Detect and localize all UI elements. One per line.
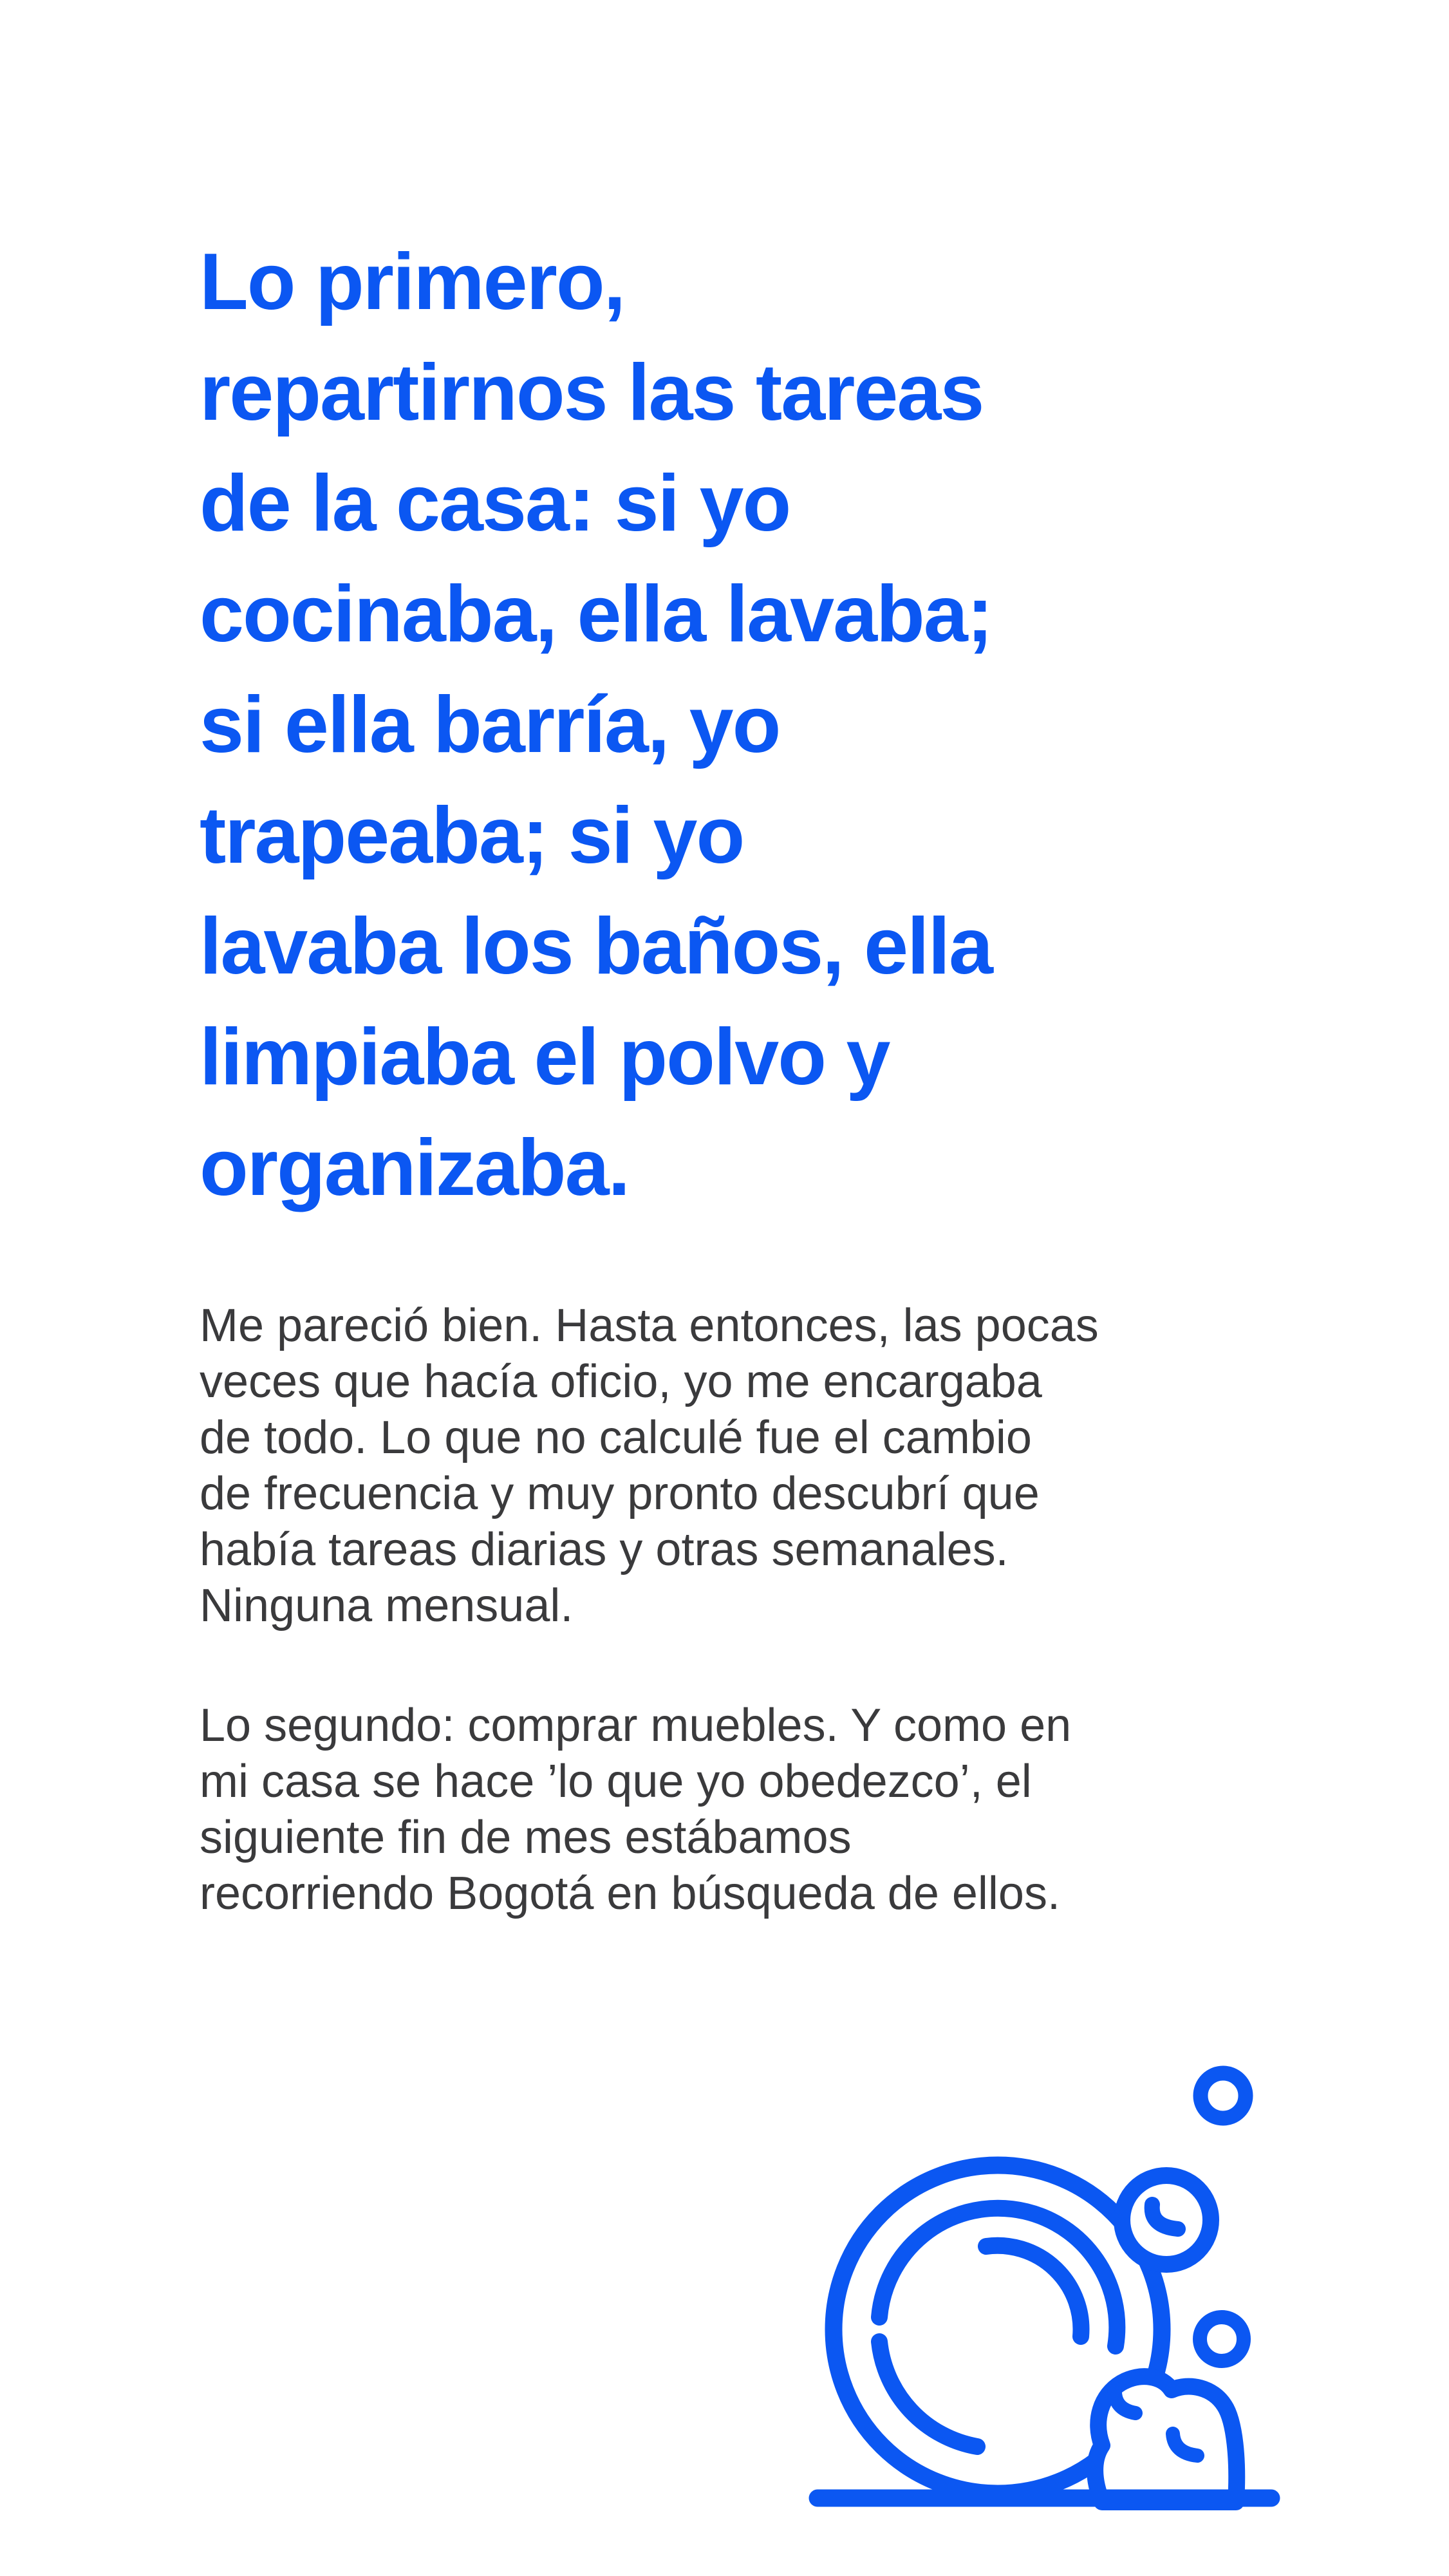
plate-rim-arc-bottom-left — [879, 2342, 977, 2447]
dishwashing-icon — [792, 1983, 1294, 2517]
top-bubble — [1201, 2073, 1246, 2118]
article-heading: Lo primero, repartirnos las tareas de la casa: si yo cocinaba, ella lavaba; si ella barría, yo trapeaba; si yo lavaba los baños, ella limpiaba el polvo y organizaba. — [200, 238, 993, 1212]
article-paragraph-2: Lo segundo: comprar muebles. Y como en mi casa se hace ’lo que yo obedezco’, el siguiente fin de mes estábamos recorriendo Bogotá en búsqueda de ellos. — [200, 1700, 1072, 1919]
article-paragraph-1: Me pareció bien. Hasta entonces, las pocas veces que hacía oficio, yo me encargaba de todo. Lo que no calculé fue el cambio de frecuencia y muy pronto descubrí que había tareas diarias y otras semanales. Ninguna mensual. — [200, 1300, 1099, 1631]
right-bubble — [1200, 2317, 1244, 2361]
plate-shine-arc — [986, 2246, 1081, 2336]
